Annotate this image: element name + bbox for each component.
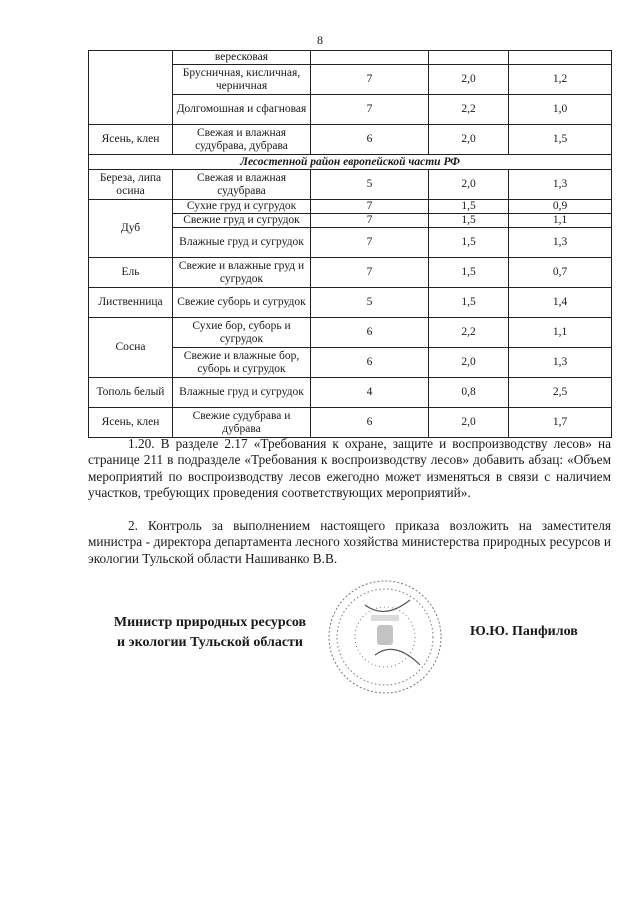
forest-reproduction-table xyxy=(88,50,612,438)
table-row xyxy=(89,51,612,65)
table-row xyxy=(89,378,612,408)
cell-class: 6 xyxy=(311,408,429,438)
cell-class: 6 xyxy=(311,125,429,155)
signatory-title-line-2: и экологии Тульской области xyxy=(116,635,304,650)
cell-value-2: 1,2 xyxy=(509,65,612,95)
page-number: 8 xyxy=(317,33,323,47)
cell-value-2: 1,4 xyxy=(509,288,612,318)
signatory-title xyxy=(100,613,320,653)
cell-class: 7 xyxy=(311,95,429,125)
cell-value-1: 1,5 xyxy=(429,214,509,228)
paragraph-text: 2. Контроль за выполнением настоящего приказа возложить на заместителя министра - директора департамента лесного хозяйства министерства природных ресурсов и экологии Тульской области Нашиванко В.В. xyxy=(88,518,611,566)
cell-value-2: 1,1 xyxy=(509,214,612,228)
paragraph-1-20 xyxy=(88,436,611,502)
cell-class: 5 xyxy=(311,170,429,200)
signatory-name: Ю.Ю. Панфилов xyxy=(470,624,578,639)
section-heading: Лесостепной район европейской части РФ xyxy=(89,155,612,170)
cell-value-2: 1,7 xyxy=(509,408,612,438)
cell-class: 6 xyxy=(311,348,429,378)
cell-class xyxy=(311,51,429,65)
cell-conditions: Влажные груд и сугрудок xyxy=(173,228,311,258)
cell-conditions: Свежие суборь и сугрудок xyxy=(173,288,311,318)
table-row xyxy=(89,408,612,438)
table-row xyxy=(89,170,612,200)
cell-class: 7 xyxy=(311,214,429,228)
table-section-row xyxy=(89,155,612,170)
cell-species: Тополь белый xyxy=(89,378,173,408)
cell-class: 5 xyxy=(311,288,429,318)
signatory-title-line-1: Министр природных ресурсов xyxy=(113,615,307,630)
cell-conditions: Свежая и влажная судубрава xyxy=(173,170,311,200)
cell-conditions: Свежие судубрава и дубрава xyxy=(173,408,311,438)
table-row xyxy=(89,318,612,348)
table-row xyxy=(89,125,612,155)
cell-value-2: 1,1 xyxy=(509,318,612,348)
cell-value-1: 2,0 xyxy=(429,65,509,95)
cell-conditions: Свежая и влажная судубрава, дубрава xyxy=(173,125,311,155)
cell-value-1: 2,2 xyxy=(429,318,509,348)
cell-value-1: 0,8 xyxy=(429,378,509,408)
cell-conditions: Сухие бор, суборь и сугрудок xyxy=(173,318,311,348)
cell-class: 4 xyxy=(311,378,429,408)
cell-value-2: 1,3 xyxy=(509,228,612,258)
cell-conditions: Свежие и влажные груд и сугрудок xyxy=(173,258,311,288)
cell-species: Ясень, клен xyxy=(89,408,173,438)
cell-value-1: 2,0 xyxy=(429,170,509,200)
cell-class: 7 xyxy=(311,65,429,95)
cell-species: Береза, липа осина xyxy=(89,170,173,200)
cell-value-2: 1,5 xyxy=(509,125,612,155)
cell-value-1: 1,5 xyxy=(429,258,509,288)
table-row xyxy=(89,288,612,318)
cell-conditions: Свежие и влажные бор, суборь и сугрудок xyxy=(173,348,311,378)
cell-species: Сосна xyxy=(89,318,173,378)
cell-species: Ель xyxy=(89,258,173,288)
cell-value-2: 0,9 xyxy=(509,200,612,214)
cell-value-2: 1,3 xyxy=(509,348,612,378)
cell-value-2 xyxy=(509,51,612,65)
cell-class: 6 xyxy=(311,318,429,348)
cell-class: 7 xyxy=(311,200,429,214)
cell-conditions: Влажные груд и сугрудок xyxy=(173,378,311,408)
cell-conditions: Брусничная, кисличная, черничная xyxy=(173,65,311,95)
cell-value-2: 2,5 xyxy=(509,378,612,408)
cell-value-1: 1,5 xyxy=(429,200,509,214)
cell-conditions: Сухие груд и сугрудок xyxy=(173,200,311,214)
paragraph-2 xyxy=(88,518,611,567)
official-seal-icon xyxy=(325,575,445,700)
cell-species: Дуб xyxy=(89,200,173,258)
cell-value-2: 1,0 xyxy=(509,95,612,125)
cell-value-1: 1,5 xyxy=(429,288,509,318)
cell-species: Ясень, клен xyxy=(89,125,173,155)
cell-class: 7 xyxy=(311,228,429,258)
cell-value-1: 2,2 xyxy=(429,95,509,125)
cell-species xyxy=(89,51,173,125)
cell-value-1: 2,0 xyxy=(429,408,509,438)
cell-conditions: Долгомошная и сфагновая xyxy=(173,95,311,125)
cell-value-1: 1,5 xyxy=(429,228,509,258)
table-row xyxy=(89,200,612,214)
cell-value-1 xyxy=(429,51,509,65)
paragraph-text: 1.20. В разделе 2.17 «Требования к охране, защите и воспроизводству лесов» на странице 211 в подразделе «Требования к воспроизводству лесов» добавить абзац: «Объем мероприятий по воспроизводству лесов ежегодно может изменяться в связи с наличием участков, требующих проведения соответствующих мероприятий». xyxy=(88,436,611,501)
cell-class: 7 xyxy=(311,258,429,288)
cell-value-1: 2,0 xyxy=(429,348,509,378)
cell-value-2: 1,3 xyxy=(509,170,612,200)
table-row xyxy=(89,258,612,288)
cell-value-2: 0,7 xyxy=(509,258,612,288)
cell-species: Лиственница xyxy=(89,288,173,318)
cell-conditions: Свежие груд и сугрудок xyxy=(173,214,311,228)
cell-conditions: вересковая xyxy=(173,51,311,65)
cell-value-1: 2,0 xyxy=(429,125,509,155)
